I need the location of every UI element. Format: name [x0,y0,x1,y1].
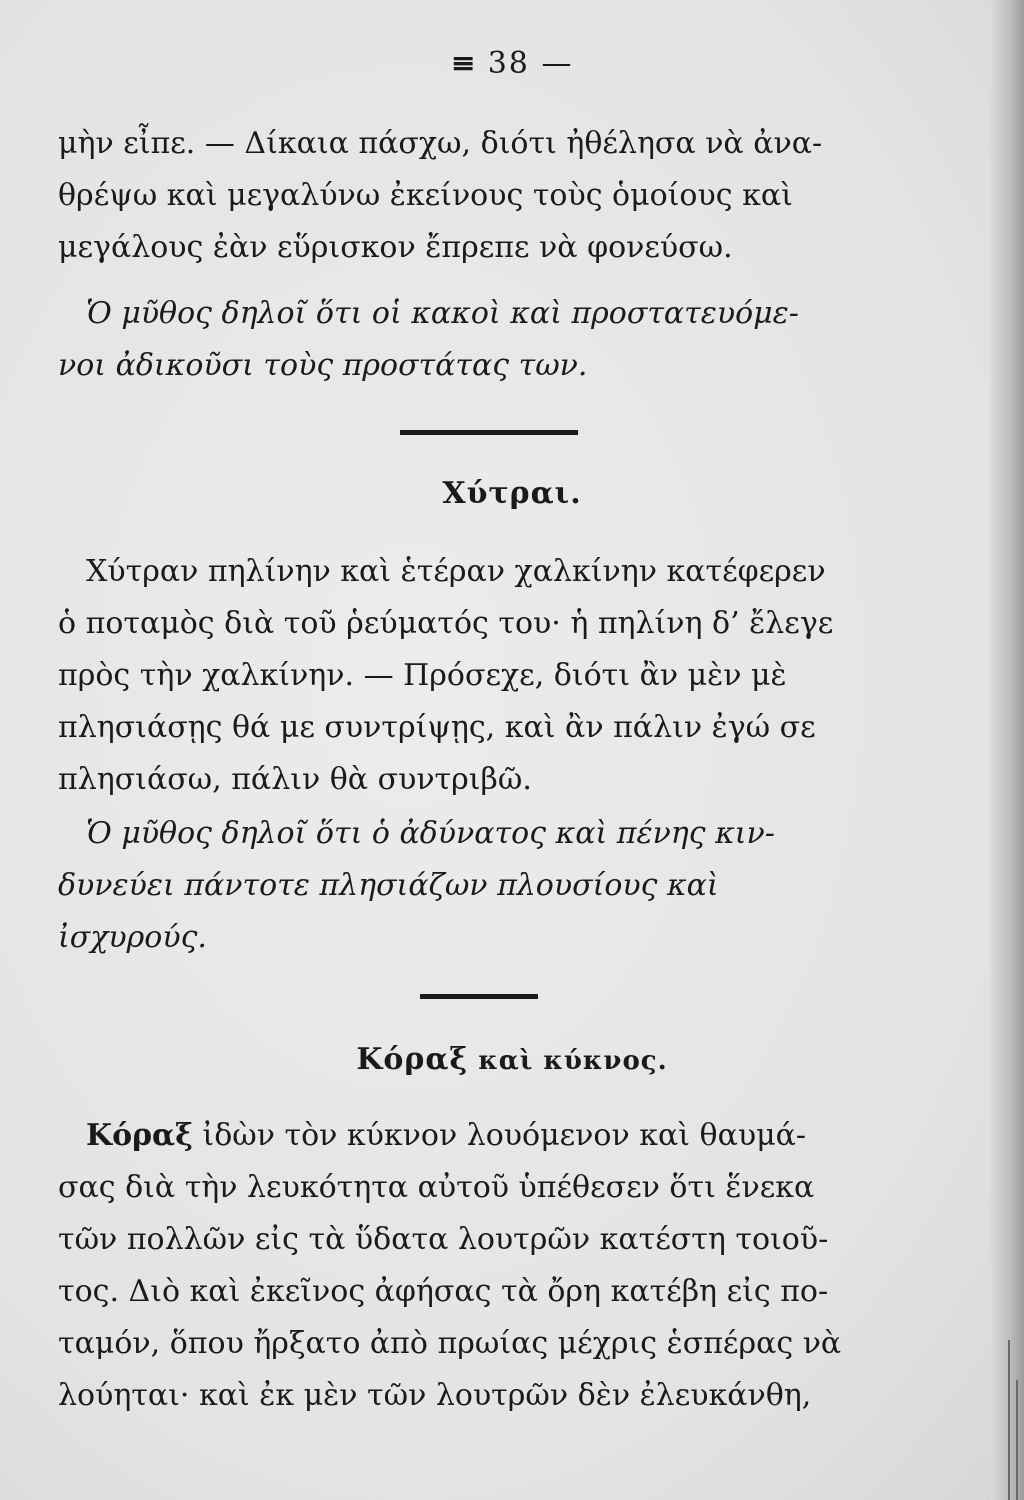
section-title: Χύτραι. [442,476,582,511]
paragraph [58,1110,900,1422]
text-line: σας διὰ τὴν λευκότητα αὐτοῦ ὑπέθεσεν ὅτι ἕνεκα [58,1170,815,1205]
text-line: θρέψω καὶ μεγαλύνω ἐκείνους τοὺς ὁμοίους καὶ [58,178,793,213]
text-line: δυνεύει πάντοτε πλησιάζων πλουσίους καὶ [58,868,719,903]
text-line: Ὁ μῦθος δηλοῖ ὅτι ὁ ἀδύνατος καὶ πένης κιν- [86,816,775,851]
text-line: πλησιάσῃς θά με συντρίψῃς, καὶ ἂν πάλιν ἐγώ σε [58,710,816,745]
section-divider [420,994,538,999]
first-line-rest: ἰδὼν τὸν κύκνον λουόμενον καὶ θαυμά- [192,1118,806,1153]
page-edge-shadow [990,0,1024,1500]
page-edge-line [1008,1340,1010,1500]
moral-paragraph [58,288,900,392]
header-dash: — [541,46,574,81]
first-word: Κόραξ [86,1118,193,1153]
text-line: νοι ἀδικοῦσι τοὺς προστάτας των. [58,348,588,383]
header-mark: ≡ [450,46,478,81]
text-line: ὁ ποταμὸς διὰ τοῦ ῥεύματός του· ἡ πηλίνη δ’ ἔλεγε [58,606,834,641]
section-title-main: Κόραξ [356,1042,469,1077]
text-line: μεγάλους ἐὰν εὕρισκον ἔπρεπε νὰ φονεύσω. [58,230,733,265]
paragraph [58,546,900,806]
text-line: λούηται· καὶ ἐκ μὲν τῶν λουτρῶν δὲν ἐλευκάνθη, [58,1378,812,1413]
text-line [58,1110,900,1162]
text-line: τος. Διὸ καὶ ἐκεῖνος ἀφήσας τὰ ὄρη κατέβη εἰς πο- [58,1274,829,1309]
text-line: τῶν πολλῶν εἰς τὰ ὕδατα λουτρῶν κατέστη τοιοῦ- [58,1222,829,1257]
text-line: πρὸς τὴν χαλκίνην. — Πρόσεχε, διότι ἂν μὲν μὲ [58,658,787,693]
section-title-rest: καὶ κύκνος. [468,1046,668,1076]
paragraph [58,118,900,274]
section-divider [400,430,578,435]
text-line: μὴν εἶπε. — Δίκαια πάσχω, διότι ἠθέλησα νὰ ἀνα- [58,126,823,161]
page-number: 38 [487,46,530,81]
section-title [0,1042,1024,1077]
moral-paragraph [58,808,900,964]
page-edge-line [1016,1380,1018,1500]
page-header [0,46,1024,81]
text-line: πλησιάσω, πάλιν θὰ συντριβῶ. [58,762,532,797]
text-line: ταμόν, ὅπου ἤρξατο ἀπὸ πρωίας μέχρις ἑσπέρας νὰ [58,1326,842,1361]
text-line: Ὁ μῦθος δηλοῖ ὅτι οἱ κακοὶ καὶ προστατευόμε- [86,296,799,331]
text-line: Χύτραν πηλίνην καὶ ἑτέραν χαλκίνην κατέφερεν [86,554,826,589]
text-line: ἰσχυρούς. [58,920,207,955]
